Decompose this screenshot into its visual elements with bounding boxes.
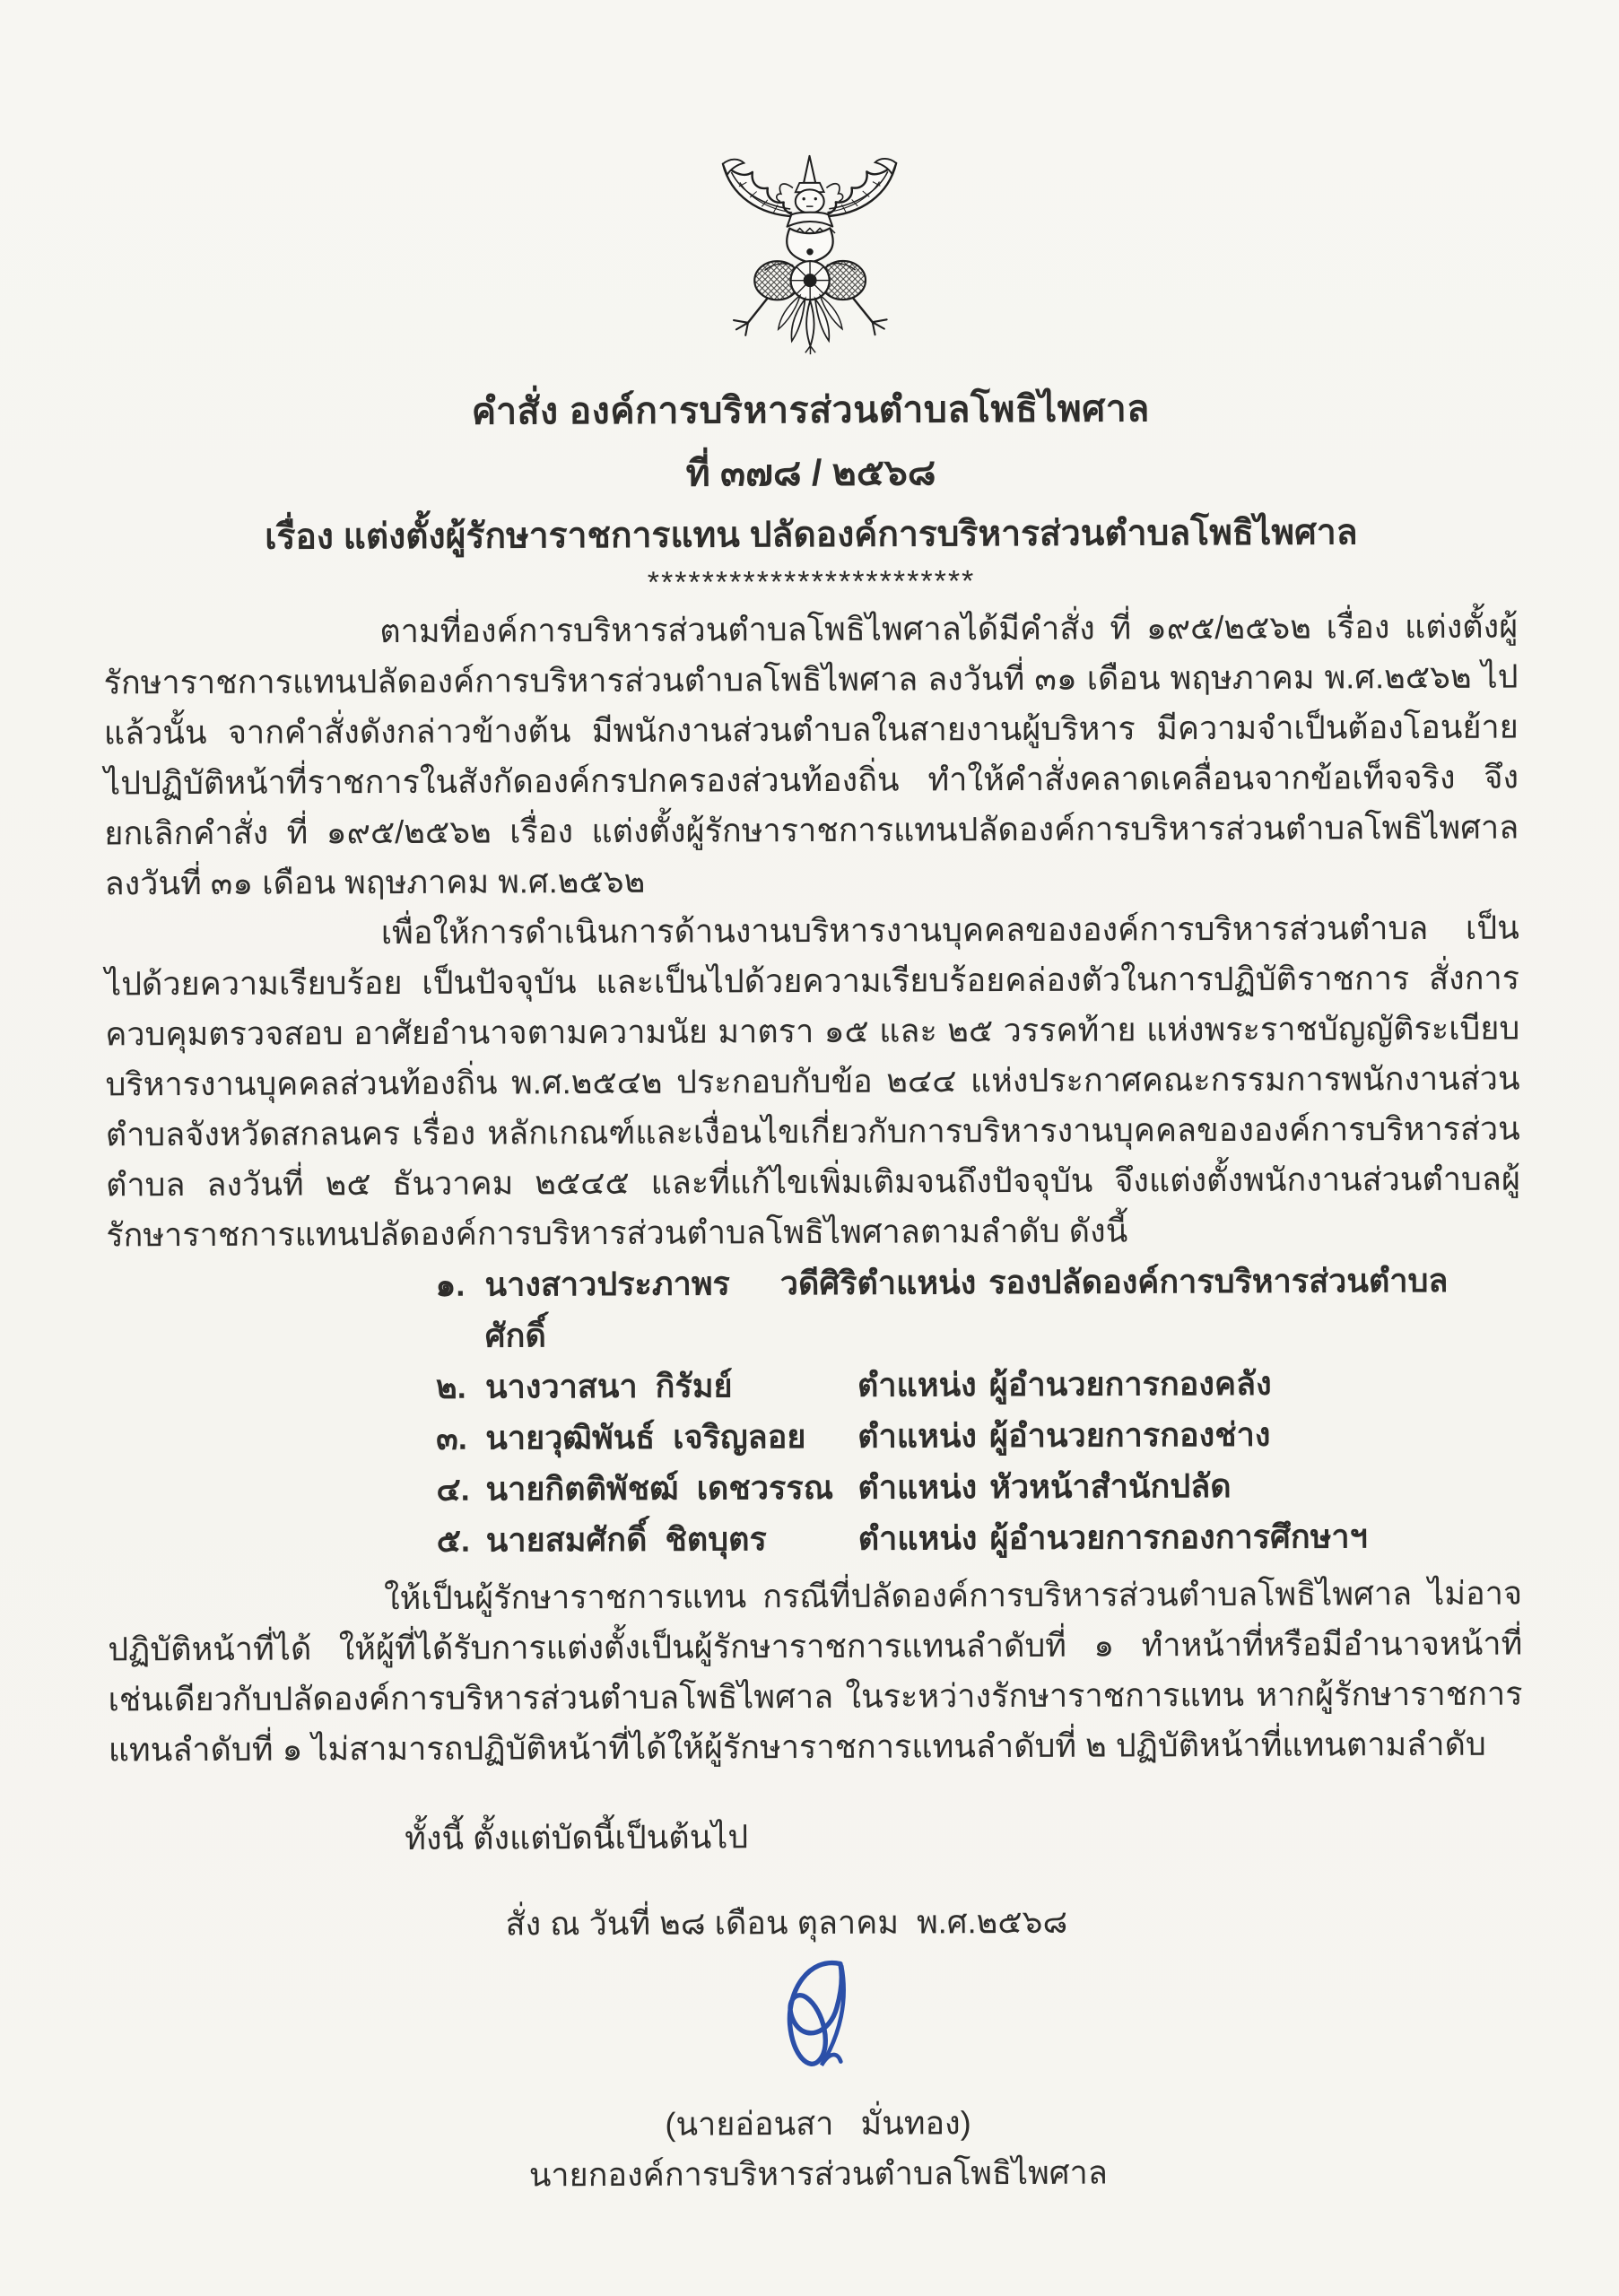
position-value: ผู้อำนวยการกองการศึกษาฯ [989,1518,1368,1557]
paragraph-authority: เพื่อให้การดำเนินการด้านงานบริหารงานบุคคลขององค์การบริหารส่วนตำบล เป็นไปด้วยความเรียบร้อย เป็นปัจจุบัน และเป็นไปด้วยความเรียบร้อยคล่องตัวในการปฏิบัติราชการ สั่งการ ควบคุมตรวจสอบ อาศัยอำนาจตามความนัย มาตรา ๑๕ และ ๒๕ วรรคท้าย แห่งพระราชบัญญัติระเบียบบริหารงานบุคคลส่วนท้องถิ่น พ.ศ.๒๕๔๒ ประกอบกับข้อ ๒๔๔ แห่งประกาศคณะกรรมการพนักงานส่วนตำบลจังหวัดสกลนคร เรื่อง หลักเกณฑ์และเงื่อนไขเกี่ยวกับการบริหารงานบุคคลขององค์การบริหารส่วนตำบล ลงวันที่ ๒๕ ธันวาคม ๒๕๔๕ และที่แก้ไขเพิ่มเติมจนถึงปัจจุบัน จึงแต่งตั้งพนักงานส่วนตำบลผู้รักษาราชการแทนปลัดองค์การบริหารส่วนตำบลโพธิไพศาลตามลำดับ ดังนี้ [104,909,1521,1254]
position-label: ตำแหน่ง [857,1264,977,1301]
appointee-name: นายกิตติพัชฒ์ เดชวรรณ [485,1468,834,1508]
appointee-list [106,1255,1521,1568]
scanned-sheet [0,149,1619,2203]
order-subject: เรื่อง แต่งตั้งผู้รักษาราชการแทน ปลัดองค์การบริหารส่วนตำบลโพธิไพศาล [265,513,1358,557]
document-header [1,380,1619,606]
position-label: ตำแหน่ง [857,1417,978,1455]
appointee-number: ๕. [436,1521,471,1559]
appointee-number: ๔. [436,1470,470,1508]
position-label: ตำแหน่ง [857,1519,978,1557]
appointee-row [107,1357,1521,1414]
position-value: ผู้อำนวยการกองคลัง [988,1364,1272,1404]
position-value: ผู้อำนวยการกองช่าง [988,1415,1271,1455]
appointee-name: นางวาสนา กิรัมย์ [484,1367,733,1405]
order-title: คำสั่ง องค์การบริหารส่วนตำบลโพธิไพศาล [471,387,1150,432]
appointee-number: ๓. [436,1419,467,1457]
appointee-name: นายสมศักดิ์ ชิตบุตร [485,1520,767,1559]
paragraph-acting-duty: ให้เป็นผู้รักษาราชการแทน กรณีที่ปลัดองค์การบริหารส่วนตำบลโพธิไพศาล ไม่อาจปฏิบัติหน้าที่ได้ ให้ผู้ที่ได้รับการแต่งตั้งเป็นผู้รักษาราชการแทนลำดับที่ ๑ ทำหน้าที่หรือมีอำนาจหน้าที่เช่นเดียวกับปลัดองค์การบริหารส่วนตำบลโพธิไพศาล ในระหว่างรักษาราชการแทน หากผู้รักษาราชการแทนลำดับที่ ๑ ไม่สามารถปฏิบัติหน้าที่ได้ให้ผู้รักษาราชการแทนลำดับที่ ๒ ปฏิบัติหน้าที่แทนตามลำดับ [108,1574,1523,1769]
garuda-emblem-icon [709,152,911,372]
appointee-row [107,1459,1521,1517]
paragraph-preamble: ตามที่องค์การบริหารส่วนตำบลโพธิไพศาลได้มีคำสั่ง ที่ ๑๙๕/๒๕๖๒ เรื่อง แต่งตั้งผู้รักษาราชการแทนปลัดองค์การบริหารส่วนตำบลโพธิไพศาล ลงวันที่ ๓๑ เดือน พฤษภาคม พ.ศ.๒๕๖๒ ไปแล้วนั้น จากคำสั่งดังกล่าวข้างต้น มีพนักงานส่วนตำบลในสายงานผู้บริหาร มีความจำเป็นต้องโอนย้าย ไปปฏิบัติหน้าที่ราชการในสังกัดองค์กรปกครองส่วนท้องถิ่น ทำให้คำสั่งคลาดเคลื่อนจากข้อเท็จจริง จึงยกเลิกคำสั่ง ที่ ๑๙๕/๒๕๖๒ เรื่อง แต่งตั้งผู้รักษาราชการแทนปลัดองค์การบริหารส่วนตำบลโพธิไพศาล ลงวันที่ ๓๑ เดือน พฤษภาคม พ.ศ.๒๕๖๒ [103,607,1519,902]
position-value: หัวหน้าสำนักปลัด [989,1466,1232,1506]
appointee-name: นายวุฒิพันธ์ เจริญลอย [485,1418,806,1457]
effective-date-line: ทั้งนี้ ตั้งแต่บัดนี้เป็นต้นไป [405,1818,749,1857]
document-body [103,602,1524,1952]
signer-title: นายกองค์การบริหารส่วนตำบลโพธิไพศาล [528,2153,1108,2194]
appointee-row [107,1408,1521,1465]
appointee-number: ๒. [435,1368,466,1405]
signature-block [8,1950,1619,2203]
order-issued-date-line: สั่ง ณ วันที่ ๒๘ เดือน ตุลาคม พ.ศ.๒๕๖๘ [505,1902,1068,1943]
appointee-row [106,1255,1520,1363]
appointee-number: ๑. [435,1265,466,1303]
signer-name: (นายอ่อนสา มั่นทอง) [665,2104,971,2143]
position-value: รองปลัดองค์การบริหารส่วนตำบล [988,1261,1449,1301]
appointee-name: นางสาวประภาพร วดีศิริศักดิ์ [484,1264,857,1354]
appointee-row [108,1510,1522,1568]
signature-ink-icon [739,1953,897,2089]
asterisk-divider: ************************ [647,564,976,600]
order-number: ที่ ๓๗๘ / ๒๕๖๘ [685,451,936,494]
position-label: ตำแหน่ง [857,1366,977,1404]
position-label: ตำแหน่ง [857,1468,978,1506]
